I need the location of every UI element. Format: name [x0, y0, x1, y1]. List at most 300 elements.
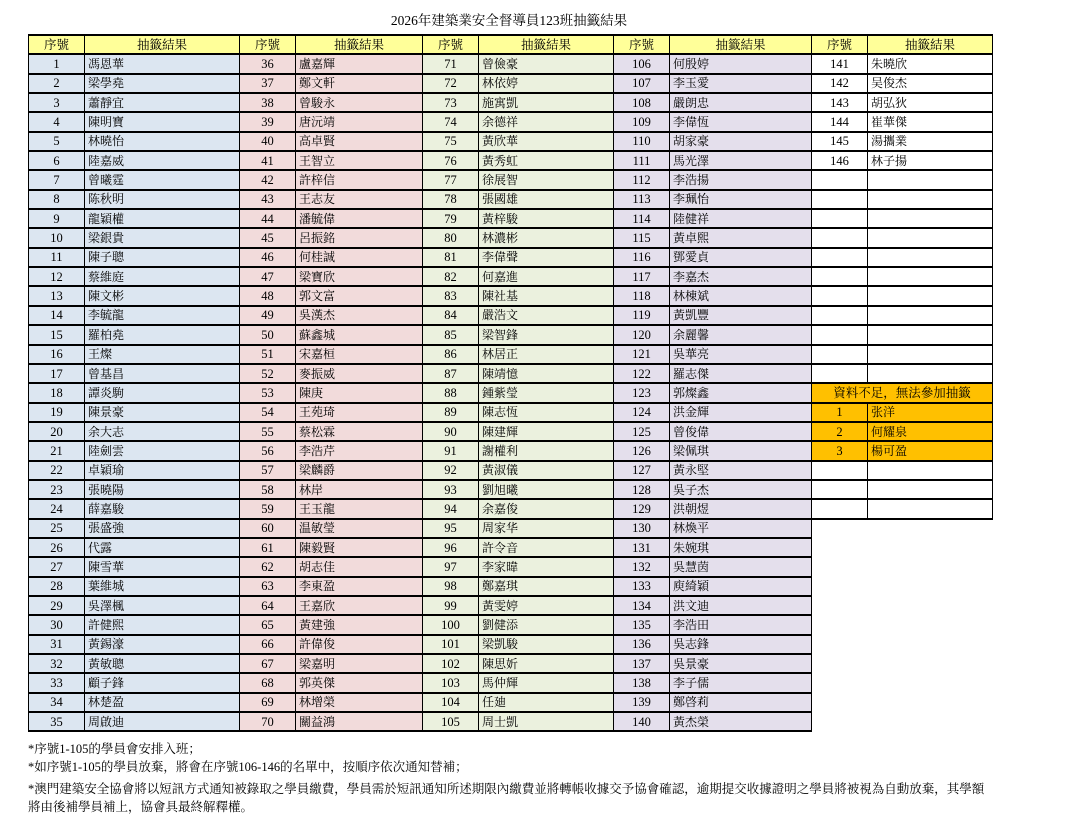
serial-cell: 59 — [240, 499, 296, 518]
result-cell: 黃雯婷 — [479, 596, 614, 615]
result-cell: 朱曉欣 — [868, 54, 993, 73]
serial-cell: 121 — [614, 345, 670, 364]
result-cell: 鍾紫瑩 — [479, 383, 614, 402]
result-cell: 張盛強 — [85, 519, 240, 538]
serial-cell: 122 — [614, 364, 670, 383]
result-cell: 吳慧茵 — [670, 557, 812, 576]
result-cell: 陸劍雲 — [85, 441, 240, 460]
result-cell: 李子儒 — [670, 673, 812, 692]
table-row — [29, 151, 993, 170]
table-row — [29, 673, 993, 692]
result-cell: 余大志 — [85, 422, 240, 441]
blank-area — [868, 557, 993, 576]
serial-cell: 89 — [423, 403, 479, 422]
serial-header: 序號 — [423, 35, 479, 54]
serial-cell — [812, 364, 868, 383]
result-cell: 黃凱豐 — [670, 306, 812, 325]
serial-cell: 51 — [240, 345, 296, 364]
serial-cell: 78 — [423, 190, 479, 209]
result-cell: 張國雄 — [479, 190, 614, 209]
result-cell: 陳志恆 — [479, 403, 614, 422]
serial-cell — [812, 267, 868, 286]
result-cell: 黃建強 — [296, 615, 423, 634]
serial-cell — [812, 461, 868, 480]
serial-cell: 1 — [812, 403, 868, 422]
serial-cell: 130 — [614, 519, 670, 538]
serial-cell — [812, 345, 868, 364]
serial-cell: 31 — [29, 635, 85, 654]
serial-cell: 71 — [423, 54, 479, 73]
result-cell — [868, 325, 993, 344]
serial-cell: 28 — [29, 577, 85, 596]
serial-cell: 14 — [29, 306, 85, 325]
serial-cell: 10 — [29, 228, 85, 247]
result-cell: 徐展智 — [479, 170, 614, 189]
serial-cell: 119 — [614, 306, 670, 325]
result-cell: 黃錫濠 — [85, 635, 240, 654]
table-row — [29, 74, 993, 93]
result-cell: 唐沅靖 — [296, 112, 423, 131]
result-cell: 何桂誠 — [296, 248, 423, 267]
result-cell — [868, 480, 993, 499]
table-row — [29, 132, 993, 151]
result-header: 抽籤結果 — [85, 35, 240, 54]
table-row — [29, 577, 993, 596]
serial-cell: 97 — [423, 557, 479, 576]
result-cell: 黃敏聰 — [85, 654, 240, 673]
serial-cell: 142 — [812, 74, 868, 93]
result-cell: 劉健添 — [479, 615, 614, 634]
serial-cell: 2 — [29, 74, 85, 93]
blank-area — [868, 712, 993, 731]
serial-cell: 44 — [240, 209, 296, 228]
result-cell — [868, 286, 993, 305]
serial-cell: 144 — [812, 112, 868, 131]
result-cell: 卓穎瑜 — [85, 461, 240, 480]
result-cell: 湯攜業 — [868, 132, 993, 151]
serial-cell: 109 — [614, 112, 670, 131]
serial-cell: 128 — [614, 480, 670, 499]
footnote-line: *澳門建築安全協會將以短訊方式通知被錄取之學員繳費，學員需於短訊通知所述期限內繳費並將轉帳收據交予協會確認，逾期提交收據證明之學員將被視為自動放棄，其學額 — [28, 782, 985, 797]
result-cell: 何嘉進 — [479, 267, 614, 286]
footnote-line: *序號1-105的學員會安排入班； — [28, 742, 201, 757]
table-row — [29, 499, 993, 518]
result-header: 抽籤結果 — [868, 35, 993, 54]
result-cell: 吳華亮 — [670, 345, 812, 364]
serial-cell: 85 — [423, 325, 479, 344]
result-cell: 宋嘉桓 — [296, 345, 423, 364]
result-cell: 鄭文軒 — [296, 74, 423, 93]
blank-area — [812, 635, 868, 654]
blank-area — [812, 673, 868, 692]
table-row — [29, 383, 993, 402]
serial-cell: 1 — [29, 54, 85, 73]
serial-cell: 72 — [423, 74, 479, 93]
result-cell: 何耀泉 — [868, 422, 993, 441]
table-row — [29, 112, 993, 131]
serial-cell: 146 — [812, 151, 868, 170]
table-row — [29, 345, 993, 364]
serial-cell: 120 — [614, 325, 670, 344]
result-cell: 洪朝煜 — [670, 499, 812, 518]
result-cell: 李偉恆 — [670, 112, 812, 131]
serial-cell: 34 — [29, 693, 85, 712]
result-cell — [868, 364, 993, 383]
result-cell: 曾俊偉 — [670, 422, 812, 441]
result-cell: 鄭啓莉 — [670, 693, 812, 712]
serial-cell: 86 — [423, 345, 479, 364]
blank-area — [812, 519, 868, 538]
serial-cell: 76 — [423, 151, 479, 170]
result-cell: 梁學堯 — [85, 74, 240, 93]
serial-cell: 114 — [614, 209, 670, 228]
serial-cell: 32 — [29, 654, 85, 673]
footnotes — [28, 741, 1089, 815]
result-cell: 陳子聰 — [85, 248, 240, 267]
result-cell: 胡志佳 — [296, 557, 423, 576]
serial-cell: 138 — [614, 673, 670, 692]
table-row — [29, 286, 993, 305]
result-cell: 麥振威 — [296, 364, 423, 383]
serial-cell: 64 — [240, 596, 296, 615]
result-cell: 潘毓偉 — [296, 209, 423, 228]
result-cell: 蘇鑫城 — [296, 325, 423, 344]
serial-cell: 91 — [423, 441, 479, 460]
result-cell: 林曉怡 — [85, 132, 240, 151]
result-cell: 黃欣華 — [479, 132, 614, 151]
result-cell — [868, 461, 993, 480]
serial-cell: 108 — [614, 93, 670, 112]
serial-cell: 3 — [29, 93, 85, 112]
serial-cell: 61 — [240, 538, 296, 557]
serial-cell: 87 — [423, 364, 479, 383]
result-cell: 陳庚 — [296, 383, 423, 402]
result-cell: 梁智鋒 — [479, 325, 614, 344]
serial-cell: 100 — [423, 615, 479, 634]
serial-cell: 96 — [423, 538, 479, 557]
serial-cell: 3 — [812, 441, 868, 460]
result-cell: 王玉龍 — [296, 499, 423, 518]
serial-cell: 74 — [423, 112, 479, 131]
result-cell: 曾曦霆 — [85, 170, 240, 189]
result-cell — [868, 248, 993, 267]
result-cell: 陳景豪 — [85, 403, 240, 422]
result-cell: 顧子鋒 — [85, 673, 240, 692]
table-row — [29, 461, 993, 480]
result-cell: 李嘉杰 — [670, 267, 812, 286]
blank-area — [868, 596, 993, 615]
result-cell: 嚴朗忠 — [670, 93, 812, 112]
blank-area — [812, 577, 868, 596]
result-cell: 許健熙 — [85, 615, 240, 634]
table-row — [29, 170, 993, 189]
serial-cell: 131 — [614, 538, 670, 557]
blank-area — [812, 538, 868, 557]
result-cell: 陸嘉威 — [85, 151, 240, 170]
table-row — [29, 54, 993, 73]
serial-cell: 66 — [240, 635, 296, 654]
result-cell: 吳景豪 — [670, 654, 812, 673]
serial-cell: 52 — [240, 364, 296, 383]
table-row — [29, 712, 993, 731]
result-cell: 陳社基 — [479, 286, 614, 305]
result-cell: 王燦 — [85, 345, 240, 364]
result-cell: 李毓龍 — [85, 306, 240, 325]
result-cell: 郭燦鑫 — [670, 383, 812, 402]
serial-cell: 127 — [614, 461, 670, 480]
serial-cell: 134 — [614, 596, 670, 615]
serial-cell: 60 — [240, 519, 296, 538]
serial-cell: 36 — [240, 54, 296, 73]
result-cell: 温敏瑩 — [296, 519, 423, 538]
result-header: 抽籤結果 — [670, 35, 812, 54]
result-cell: 蕭靜宜 — [85, 93, 240, 112]
result-cell: 蔡維庭 — [85, 267, 240, 286]
result-cell: 洪文迪 — [670, 596, 812, 615]
serial-cell: 58 — [240, 480, 296, 499]
serial-cell: 143 — [812, 93, 868, 112]
serial-cell: 135 — [614, 615, 670, 634]
blank-area — [812, 693, 868, 712]
serial-cell: 140 — [614, 712, 670, 731]
serial-cell: 118 — [614, 286, 670, 305]
serial-cell: 132 — [614, 557, 670, 576]
result-cell: 林濃彬 — [479, 228, 614, 247]
result-cell: 陳思妡 — [479, 654, 614, 673]
blank-area — [868, 635, 993, 654]
result-cell: 馮恩華 — [85, 54, 240, 73]
serial-cell: 53 — [240, 383, 296, 402]
result-cell: 周啟迪 — [85, 712, 240, 731]
serial-header: 序號 — [29, 35, 85, 54]
serial-cell — [812, 170, 868, 189]
result-cell: 吳子杰 — [670, 480, 812, 499]
serial-cell: 24 — [29, 499, 85, 518]
serial-cell: 139 — [614, 693, 670, 712]
serial-cell: 40 — [240, 132, 296, 151]
serial-cell: 11 — [29, 248, 85, 267]
serial-cell: 115 — [614, 228, 670, 247]
table-row — [29, 693, 993, 712]
result-cell: 代露 — [85, 538, 240, 557]
serial-cell: 5 — [29, 132, 85, 151]
result-cell: 任廸 — [479, 693, 614, 712]
result-cell: 梁嘉明 — [296, 654, 423, 673]
serial-cell — [812, 325, 868, 344]
blank-area — [812, 712, 868, 731]
result-cell: 周家华 — [479, 519, 614, 538]
table-row — [29, 403, 993, 422]
result-cell: 胡弘狄 — [868, 93, 993, 112]
blank-area — [868, 615, 993, 634]
table-row — [29, 93, 993, 112]
result-cell: 黃卓熙 — [670, 228, 812, 247]
result-cell: 吳志鋒 — [670, 635, 812, 654]
table-row — [29, 441, 993, 460]
serial-cell: 19 — [29, 403, 85, 422]
serial-cell: 141 — [812, 54, 868, 73]
serial-cell: 123 — [614, 383, 670, 402]
serial-cell: 50 — [240, 325, 296, 344]
serial-header: 序號 — [240, 35, 296, 54]
serial-header: 序號 — [812, 35, 868, 54]
serial-cell: 124 — [614, 403, 670, 422]
serial-cell — [812, 190, 868, 209]
serial-cell: 126 — [614, 441, 670, 460]
result-cell: 龍穎權 — [85, 209, 240, 228]
result-cell: 周士凱 — [479, 712, 614, 731]
serial-cell: 9 — [29, 209, 85, 228]
result-cell: 曾儉豪 — [479, 54, 614, 73]
table-row — [29, 228, 993, 247]
serial-cell: 137 — [614, 654, 670, 673]
blank-area — [812, 557, 868, 576]
result-cell — [868, 345, 993, 364]
result-cell: 郭文富 — [296, 286, 423, 305]
result-cell: 黃淑儀 — [479, 461, 614, 480]
result-cell: 王苑琦 — [296, 403, 423, 422]
serial-cell: 17 — [29, 364, 85, 383]
result-cell: 陳雪華 — [85, 557, 240, 576]
serial-cell: 112 — [614, 170, 670, 189]
result-cell: 張曉陽 — [85, 480, 240, 499]
serial-cell: 6 — [29, 151, 85, 170]
serial-cell: 15 — [29, 325, 85, 344]
result-cell: 林依婷 — [479, 74, 614, 93]
result-cell: 梁佩琪 — [670, 441, 812, 460]
result-cell — [868, 228, 993, 247]
serial-cell: 35 — [29, 712, 85, 731]
result-cell — [868, 306, 993, 325]
result-cell: 羅柏堯 — [85, 325, 240, 344]
footnote-line: 將由後補學員補上，協會具最終解釋權。 — [28, 800, 254, 815]
serial-cell: 25 — [29, 519, 85, 538]
result-cell: 林岸 — [296, 480, 423, 499]
serial-cell: 95 — [423, 519, 479, 538]
result-cell: 李玉愛 — [670, 74, 812, 93]
table-row — [29, 190, 993, 209]
serial-cell: 47 — [240, 267, 296, 286]
serial-cell: 23 — [29, 480, 85, 499]
serial-cell: 117 — [614, 267, 670, 286]
result-cell: 林楚盈 — [85, 693, 240, 712]
serial-cell: 83 — [423, 286, 479, 305]
result-cell: 許令音 — [479, 538, 614, 557]
result-cell: 洪金輝 — [670, 403, 812, 422]
serial-cell: 94 — [423, 499, 479, 518]
serial-cell: 18 — [29, 383, 85, 402]
serial-cell: 13 — [29, 286, 85, 305]
table-row — [29, 654, 993, 673]
blank-area — [868, 577, 993, 596]
result-cell: 盧嘉輝 — [296, 54, 423, 73]
result-cell: 曾駿永 — [296, 93, 423, 112]
serial-cell: 43 — [240, 190, 296, 209]
table-row — [29, 519, 993, 538]
blank-area — [812, 596, 868, 615]
serial-cell: 65 — [240, 615, 296, 634]
result-cell — [868, 190, 993, 209]
result-cell: 梁凱駿 — [479, 635, 614, 654]
serial-cell: 80 — [423, 228, 479, 247]
result-cell: 黃杰榮 — [670, 712, 812, 731]
result-cell: 梁麟爵 — [296, 461, 423, 480]
serial-cell: 104 — [423, 693, 479, 712]
serial-cell: 55 — [240, 422, 296, 441]
serial-cell: 73 — [423, 93, 479, 112]
serial-cell: 133 — [614, 577, 670, 596]
result-cell: 吳澤楓 — [85, 596, 240, 615]
serial-cell: 70 — [240, 712, 296, 731]
result-cell: 林增榮 — [296, 693, 423, 712]
result-cell — [868, 267, 993, 286]
blank-area — [868, 538, 993, 557]
serial-cell: 37 — [240, 74, 296, 93]
result-cell: 鄧愛貞 — [670, 248, 812, 267]
table-row — [29, 596, 993, 615]
result-cell: 李珮怡 — [670, 190, 812, 209]
serial-cell: 12 — [29, 267, 85, 286]
serial-cell: 116 — [614, 248, 670, 267]
table-row — [29, 306, 993, 325]
serial-cell: 77 — [423, 170, 479, 189]
result-cell: 李浩芹 — [296, 441, 423, 460]
serial-cell — [812, 228, 868, 247]
serial-cell: 56 — [240, 441, 296, 460]
serial-cell: 48 — [240, 286, 296, 305]
result-cell: 呂振銘 — [296, 228, 423, 247]
serial-cell: 90 — [423, 422, 479, 441]
serial-cell: 45 — [240, 228, 296, 247]
result-cell: 胡家豪 — [670, 132, 812, 151]
serial-cell: 105 — [423, 712, 479, 731]
table-row — [29, 635, 993, 654]
result-cell: 羅志傑 — [670, 364, 812, 383]
result-cell: 黃梓駿 — [479, 209, 614, 228]
result-cell: 許偉俊 — [296, 635, 423, 654]
result-cell: 鄭嘉琪 — [479, 577, 614, 596]
serial-cell: 26 — [29, 538, 85, 557]
serial-cell: 68 — [240, 673, 296, 692]
result-cell: 曾基昌 — [85, 364, 240, 383]
serial-cell: 82 — [423, 267, 479, 286]
result-cell: 林子揚 — [868, 151, 993, 170]
table-row — [29, 248, 993, 267]
serial-cell: 41 — [240, 151, 296, 170]
result-cell: 张洋 — [868, 403, 993, 422]
serial-cell: 101 — [423, 635, 479, 654]
serial-cell — [812, 306, 868, 325]
result-cell: 陸健祥 — [670, 209, 812, 228]
serial-cell — [812, 248, 868, 267]
serial-cell: 102 — [423, 654, 479, 673]
serial-cell: 38 — [240, 93, 296, 112]
serial-cell: 30 — [29, 615, 85, 634]
result-header: 抽籤結果 — [296, 35, 423, 54]
serial-cell: 111 — [614, 151, 670, 170]
result-cell: 李家暐 — [479, 557, 614, 576]
serial-cell: 103 — [423, 673, 479, 692]
serial-cell: 2 — [812, 422, 868, 441]
serial-cell: 98 — [423, 577, 479, 596]
serial-cell: 67 — [240, 654, 296, 673]
result-cell: 李浩揚 — [670, 170, 812, 189]
table-row — [29, 538, 993, 557]
result-cell: 施寓凱 — [479, 93, 614, 112]
serial-cell: 69 — [240, 693, 296, 712]
serial-cell: 49 — [240, 306, 296, 325]
blank-area — [868, 673, 993, 692]
